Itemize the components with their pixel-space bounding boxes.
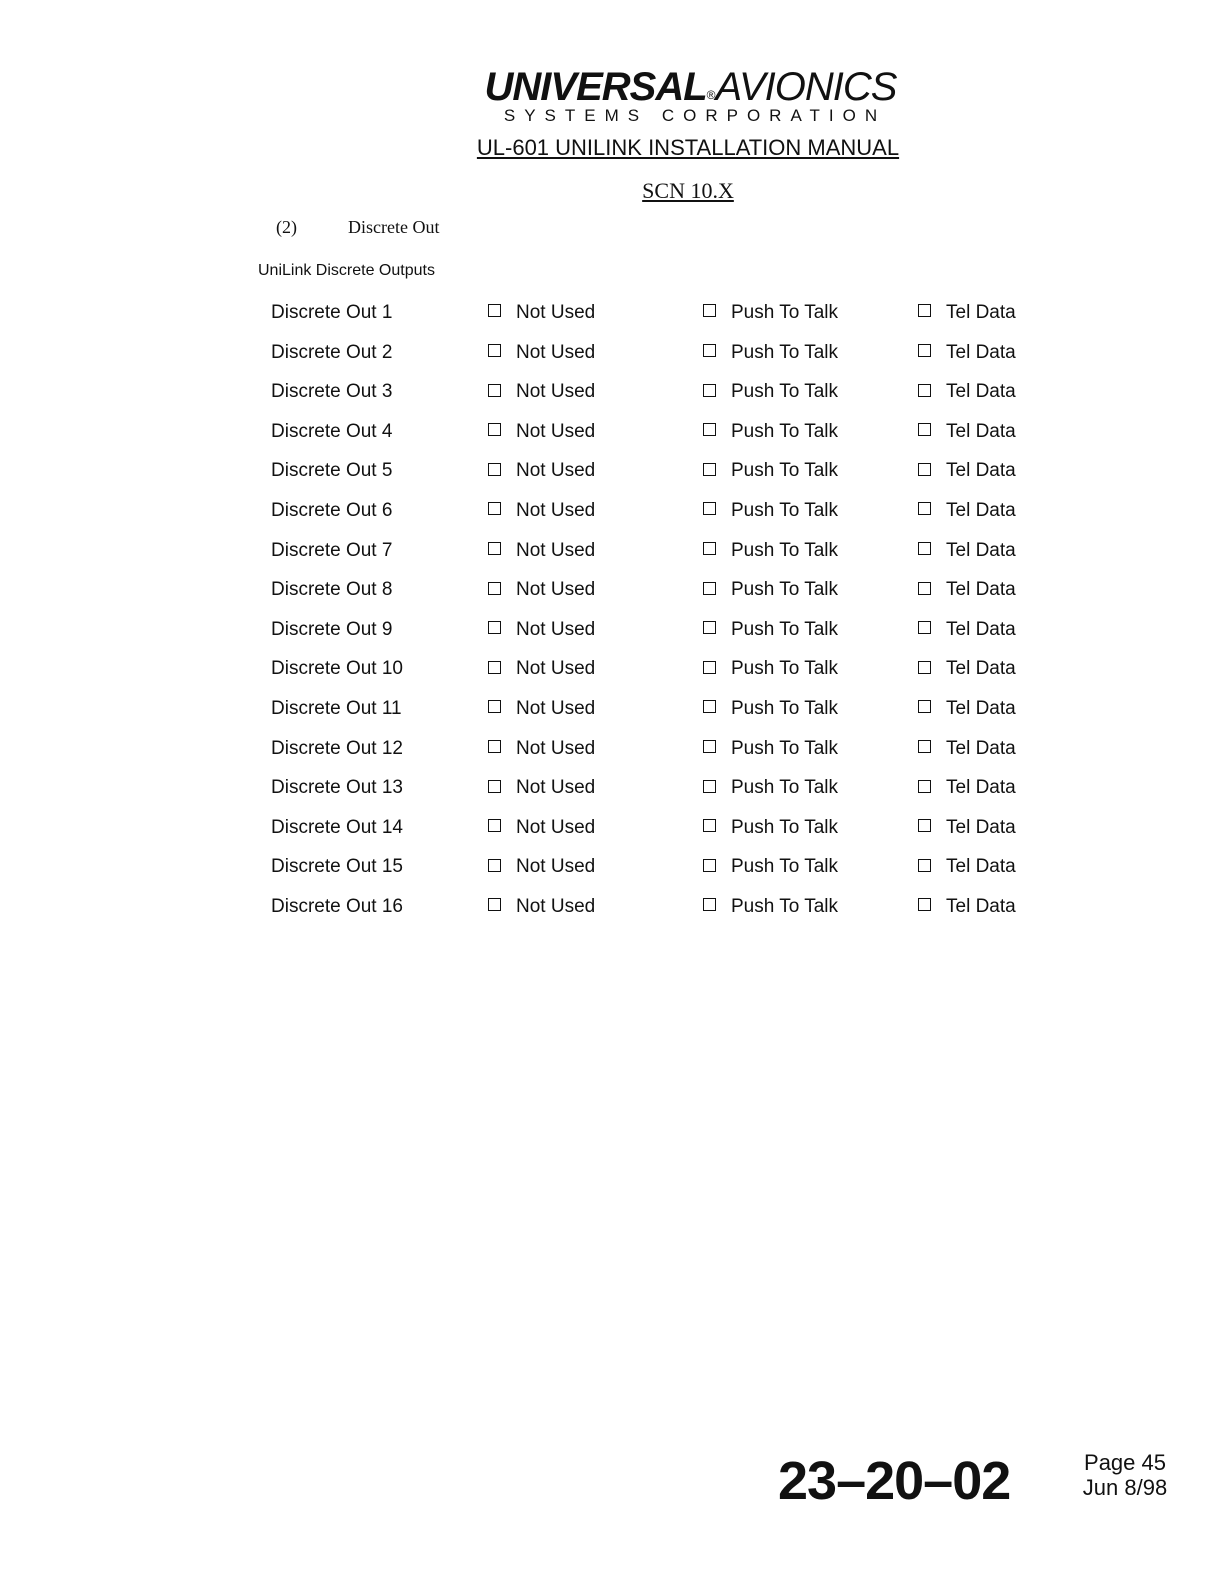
- option-push-to-talk: [703, 302, 838, 324]
- page-info: [1066, 1450, 1184, 1500]
- checkbox-icon: [918, 542, 931, 555]
- table-row: [0, 655, 1221, 695]
- checkbox-icon: [703, 542, 716, 555]
- option-label: Not Used: [516, 895, 596, 917]
- option-label: Not Used: [516, 420, 596, 442]
- option-label: Push To Talk: [731, 737, 839, 759]
- row-label: Discrete Out 15: [271, 856, 403, 878]
- option-tel-data: [918, 302, 1016, 324]
- option-label: Not Used: [516, 737, 596, 759]
- table-row: [0, 457, 1221, 497]
- logo-avionics: AVIONICS: [715, 65, 897, 109]
- checkbox-icon: [488, 661, 501, 674]
- option-not-used: [488, 698, 595, 720]
- checkbox-icon: [703, 859, 716, 872]
- option-push-to-talk: [703, 342, 838, 364]
- section-title: Discrete Out: [348, 217, 440, 237]
- checkbox-icon: [488, 819, 501, 832]
- option-not-used: [488, 738, 595, 760]
- option-push-to-talk: [703, 421, 838, 443]
- checkbox-icon: [488, 384, 501, 397]
- option-not-used: [488, 381, 595, 403]
- option-tel-data: [918, 619, 1016, 641]
- table-row: [0, 497, 1221, 537]
- logo-registered-mark: ®: [706, 88, 716, 102]
- row-label: Discrete Out 6: [271, 499, 393, 521]
- table-row: [0, 537, 1221, 577]
- option-push-to-talk: [703, 619, 838, 641]
- option-tel-data: [918, 856, 1016, 878]
- option-label: Push To Talk: [731, 658, 839, 680]
- option-not-used: [488, 619, 595, 641]
- option-label: Not Used: [516, 341, 596, 363]
- row-label: Discrete Out 11: [271, 697, 402, 719]
- table-row: [0, 418, 1221, 458]
- table-row: [0, 814, 1221, 854]
- option-tel-data: [918, 421, 1016, 443]
- option-label: Push To Talk: [731, 816, 839, 838]
- option-not-used: [488, 540, 595, 562]
- table-row: [0, 735, 1221, 775]
- row-label: Discrete Out 5: [271, 460, 393, 482]
- option-label: Not Used: [516, 816, 596, 838]
- section-heading: [276, 217, 439, 238]
- table-row: [0, 893, 1221, 933]
- checkbox-icon: [703, 344, 716, 357]
- row-label: Discrete Out 7: [271, 539, 393, 561]
- option-label: Tel Data: [946, 895, 1016, 917]
- option-label: Push To Talk: [731, 697, 839, 719]
- option-tel-data: [918, 342, 1016, 364]
- checkbox-icon: [488, 859, 501, 872]
- checkbox-icon: [703, 423, 716, 436]
- option-not-used: [488, 579, 595, 601]
- option-not-used: [488, 342, 595, 364]
- logo-wordmark: [80, 66, 1221, 108]
- option-tel-data: [918, 381, 1016, 403]
- option-label: Tel Data: [946, 697, 1016, 719]
- checkbox-icon: [918, 700, 931, 713]
- option-label: Push To Talk: [731, 777, 839, 799]
- checkbox-icon: [918, 621, 931, 634]
- checkbox-icon: [703, 740, 716, 753]
- option-tel-data: [918, 738, 1016, 760]
- option-label: Tel Data: [946, 302, 1016, 323]
- row-label: Discrete Out 8: [271, 579, 393, 601]
- option-label: Push To Talk: [731, 420, 839, 442]
- option-not-used: [488, 460, 595, 482]
- checkbox-icon: [918, 780, 931, 793]
- option-not-used: [488, 856, 595, 878]
- checkbox-icon: [918, 819, 931, 832]
- section-number: (2): [276, 217, 297, 237]
- option-label: Push To Talk: [731, 499, 839, 521]
- row-label: Discrete Out 13: [271, 777, 403, 799]
- row-label: Discrete Out 3: [271, 381, 393, 403]
- option-label: Push To Talk: [731, 579, 839, 601]
- checkbox-icon: [918, 661, 931, 674]
- table-row: [0, 774, 1221, 814]
- checkbox-icon: [918, 898, 931, 911]
- checkbox-icon: [703, 463, 716, 476]
- option-label: Push To Talk: [731, 381, 839, 403]
- option-label: Push To Talk: [731, 895, 839, 917]
- checkbox-icon: [703, 700, 716, 713]
- checkbox-icon: [703, 582, 716, 595]
- checkbox-icon: [703, 819, 716, 832]
- checkbox-icon: [918, 582, 931, 595]
- option-label: Not Used: [516, 539, 596, 561]
- checkbox-icon: [703, 661, 716, 674]
- checkbox-icon: [488, 304, 501, 317]
- checkbox-icon: [488, 780, 501, 793]
- option-not-used: [488, 500, 595, 522]
- logo-subtitle: SYSTEMS CORPORATION: [503, 106, 887, 125]
- row-label: Discrete Out 4: [271, 420, 393, 442]
- discrete-outputs-list: [0, 299, 1221, 933]
- checkbox-icon: [918, 304, 931, 317]
- option-push-to-talk: [703, 817, 838, 839]
- option-label: Not Used: [516, 302, 596, 323]
- option-label: Not Used: [516, 697, 596, 719]
- option-push-to-talk: [703, 658, 838, 680]
- page-number: Page 45: [1084, 1450, 1166, 1475]
- checkbox-icon: [703, 621, 716, 634]
- checkbox-icon: [488, 700, 501, 713]
- option-push-to-talk: [703, 381, 838, 403]
- option-not-used: [488, 817, 595, 839]
- checkbox-icon: [703, 304, 716, 317]
- table-row: [0, 853, 1221, 893]
- checkbox-icon: [488, 898, 501, 911]
- checkbox-icon: [488, 740, 501, 753]
- option-label: Push To Talk: [731, 341, 839, 363]
- revision-date: Jun 8/98: [1082, 1475, 1168, 1500]
- checkbox-icon: [918, 344, 931, 357]
- document-code: 23–20–02: [778, 1451, 1011, 1511]
- option-label: Push To Talk: [731, 856, 839, 878]
- option-label: Tel Data: [946, 381, 1016, 403]
- option-label: Push To Talk: [731, 460, 839, 482]
- option-not-used: [488, 777, 595, 799]
- option-label: Not Used: [516, 381, 596, 403]
- option-label: Tel Data: [946, 856, 1016, 878]
- row-label: Discrete Out 1: [271, 302, 393, 323]
- checkbox-icon: [918, 740, 931, 753]
- option-label: Not Used: [516, 618, 596, 640]
- checkbox-icon: [918, 423, 931, 436]
- option-push-to-talk: [703, 460, 838, 482]
- checkbox-icon: [488, 423, 501, 436]
- option-push-to-talk: [703, 579, 838, 601]
- option-tel-data: [918, 540, 1016, 562]
- option-label: Tel Data: [946, 460, 1016, 482]
- row-label: Discrete Out 14: [271, 816, 403, 838]
- table-row: [0, 299, 1221, 339]
- option-tel-data: [918, 896, 1016, 918]
- checkbox-icon: [703, 502, 716, 515]
- company-logo: [80, 66, 1221, 126]
- row-label: Discrete Out 12: [271, 737, 403, 759]
- option-label: Tel Data: [946, 539, 1016, 561]
- option-label: Tel Data: [946, 579, 1016, 601]
- row-label: Discrete Out 16: [271, 895, 403, 917]
- option-label: Tel Data: [946, 777, 1016, 799]
- manual-title: UL-601 UNILINK INSTALLATION MANUAL: [476, 135, 900, 160]
- option-label: Push To Talk: [731, 539, 839, 561]
- option-label: Tel Data: [946, 499, 1016, 521]
- table-row: [0, 339, 1221, 379]
- checkbox-icon: [703, 384, 716, 397]
- option-tel-data: [918, 658, 1016, 680]
- option-push-to-talk: [703, 856, 838, 878]
- scn-version: SCN 10.X: [642, 178, 734, 203]
- checkbox-icon: [918, 502, 931, 515]
- option-label: Not Used: [516, 499, 596, 521]
- option-label: Tel Data: [946, 341, 1016, 363]
- option-tel-data: [918, 777, 1016, 799]
- checkbox-icon: [488, 621, 501, 634]
- checkbox-icon: [918, 859, 931, 872]
- option-label: Not Used: [516, 460, 596, 482]
- table-row: [0, 576, 1221, 616]
- option-not-used: [488, 896, 595, 918]
- option-label: Push To Talk: [731, 302, 839, 323]
- option-label: Not Used: [516, 777, 596, 799]
- checkbox-icon: [488, 542, 501, 555]
- checkbox-icon: [488, 582, 501, 595]
- option-label: Not Used: [516, 579, 596, 601]
- option-label: Tel Data: [946, 618, 1016, 640]
- option-not-used: [488, 421, 595, 443]
- row-label: Discrete Out 2: [271, 341, 393, 363]
- checkbox-icon: [918, 463, 931, 476]
- option-not-used: [488, 658, 595, 680]
- option-tel-data: [918, 579, 1016, 601]
- option-label: Not Used: [516, 856, 596, 878]
- row-label: Discrete Out 9: [271, 618, 393, 640]
- table-title: UniLink Discrete Outputs: [258, 262, 435, 279]
- checkbox-icon: [488, 344, 501, 357]
- option-label: Push To Talk: [731, 618, 839, 640]
- option-push-to-talk: [703, 777, 838, 799]
- option-push-to-talk: [703, 540, 838, 562]
- option-label: Tel Data: [946, 658, 1016, 680]
- checkbox-icon: [488, 463, 501, 476]
- option-label: Tel Data: [946, 816, 1016, 838]
- option-label: Tel Data: [946, 420, 1016, 442]
- option-push-to-talk: [703, 738, 838, 760]
- checkbox-icon: [703, 780, 716, 793]
- table-row: [0, 616, 1221, 656]
- logo-universal: UNIVERSAL: [484, 65, 707, 109]
- option-tel-data: [918, 500, 1016, 522]
- table-row: [0, 378, 1221, 418]
- option-label: Not Used: [516, 658, 596, 680]
- checkbox-icon: [918, 384, 931, 397]
- table-row: [0, 695, 1221, 735]
- checkbox-icon: [488, 502, 501, 515]
- option-push-to-talk: [703, 500, 838, 522]
- checkbox-icon: [703, 898, 716, 911]
- option-push-to-talk: [703, 896, 838, 918]
- option-tel-data: [918, 460, 1016, 482]
- option-tel-data: [918, 817, 1016, 839]
- row-label: Discrete Out 10: [271, 658, 403, 680]
- option-tel-data: [918, 698, 1016, 720]
- option-label: Tel Data: [946, 737, 1016, 759]
- option-push-to-talk: [703, 698, 838, 720]
- option-not-used: [488, 302, 595, 324]
